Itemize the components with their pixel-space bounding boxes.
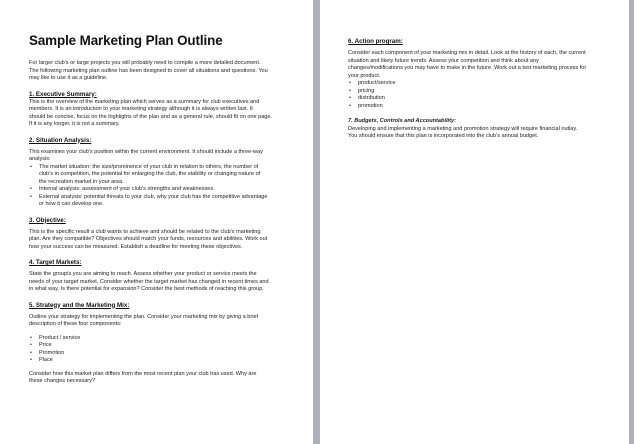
text-line: product/service: [358, 80, 396, 86]
section-executive-summary: [29, 91, 299, 129]
bullet-list: [29, 164, 299, 209]
text-line: State the group/s you are aiming to reach. Assess whether your product or service meets the: [29, 271, 257, 277]
list-item: [29, 335, 299, 343]
list-item: [29, 194, 299, 209]
text-line: changes/modifications you may have to make in the future. Work out a test marketing process for: [348, 65, 587, 71]
text-line: distribution: [358, 95, 385, 101]
section-target-markets: [29, 259, 299, 294]
bullet-icon: •: [349, 95, 351, 101]
list-item: [29, 164, 299, 187]
list-item: [29, 357, 299, 365]
text-line: Internal analysis: assessment of your club’s strengths and weaknesses.: [39, 186, 215, 192]
text-line: Place: [39, 357, 53, 363]
text-line: description of these four components:: [29, 321, 122, 327]
text-line: plan. Are they compatible? Objectives should match your funds, resources and abilities. Work out: [29, 236, 268, 242]
text-line: The following marketing plan outline has been designed to cover all situations and questions. You: [29, 67, 268, 74]
section-heading: 7. Budgets, Controls and Accountability:: [348, 118, 456, 124]
text-line: needs of your target market. Consider whether the target market has changed in recent times and: [29, 278, 269, 285]
list-item: [29, 350, 299, 358]
text-line: how your success can be measured. Establish a deadline for meeting these objectives.: [29, 243, 243, 250]
text-line: analysis:: [29, 156, 51, 162]
section-heading: 4. Target Markets:: [29, 259, 82, 266]
text-line: External analysis: potential threats to your club, why your club has the competitive advantage: [39, 193, 268, 200]
list-item: [29, 186, 299, 194]
text-line: For larger club’s or large projects you will probably need to compile a more detailed document.: [29, 60, 261, 66]
text-line: Product / service: [39, 334, 81, 341]
bullet-list: [29, 335, 299, 365]
text-line: This is the specific result a club wants to achieve and should be related to the club’s marketing: [29, 228, 261, 235]
section-budgets-controls: [348, 118, 615, 141]
document-page-right: [320, 0, 629, 444]
list-item: [348, 80, 615, 88]
text-line: You should ensure that this plan is incorporated into the club’s annual budget.: [348, 133, 539, 139]
text-line: Consider how this market plan differs from the most recent plan your club has used. Why are: [29, 370, 257, 377]
section-heading: 2. Situation Analysis:: [29, 136, 92, 144]
bullet-icon: •: [349, 102, 351, 109]
text-line: your product.: [348, 72, 381, 79]
bullet-icon: •: [30, 193, 32, 200]
text-line: Promotion: [39, 349, 65, 356]
text-line: or how it can develop one.: [39, 201, 104, 207]
bullet-icon: •: [30, 163, 32, 170]
text-line: Developing and implementing a marketing and promotion strategy will require financial outlay.: [348, 125, 578, 132]
text-line: these changes necessary?: [29, 378, 95, 384]
list-item: [348, 95, 615, 103]
section-situation-analysis: [29, 137, 299, 209]
text-line: Price: [39, 342, 52, 348]
text-line: members. It is an introduction to your marketing strategy although it is always written last. It: [29, 106, 253, 112]
section-heading: 3. Objective:: [29, 216, 66, 224]
bullet-icon: •: [349, 87, 351, 94]
section-heading: 5. Strategy and the Marketing Mix:: [29, 301, 130, 309]
bullet-icon: •: [30, 357, 32, 363]
bullet-icon: •: [30, 186, 32, 192]
section-heading: 1. Executive Summary:: [29, 90, 97, 98]
text-line: Consider each component of your marketing mix in detail. Look at the history of each, the current: [348, 50, 586, 56]
text-line: pricing: [358, 87, 375, 94]
section-objective: [29, 217, 299, 252]
text-line: club’s in competition, the potential for enlarging the club, the stability or changing nature of: [39, 171, 261, 177]
text-line: This is the overview of the marketing plan which serves as a summary for club executives and: [29, 98, 260, 105]
text-line: If it is any longer, it is not a summary.: [29, 121, 120, 127]
document-page-left: [0, 0, 313, 444]
bullet-icon: •: [30, 349, 32, 356]
text-line: The market situation: the size/prominence of your club in relation to others, the number of: [39, 163, 259, 170]
text-line: in what way. Is there potential for expansion? Consider the best methods of reaching this group.: [29, 286, 264, 292]
text-line: Outline your strategy for implementing the plan. Consider your marketing mix by giving a brief: [29, 313, 259, 320]
text-line: the recreation market in your area.: [39, 178, 124, 185]
list-item: [348, 88, 615, 96]
text-line: This examines your club’s position within the current environment. It should include a three-way: [29, 148, 263, 155]
bullet-icon: •: [30, 334, 32, 341]
bullet-list: [348, 80, 615, 110]
text-line: should be concise, focus on the highlights of the plan and as a general rule, should fit on one page.: [29, 113, 273, 120]
text-line: may like to use it as a guideline.: [29, 75, 108, 81]
section-strategy-marketing-mix: [29, 302, 299, 386]
intro-paragraph: [29, 60, 299, 83]
list-item: [29, 342, 299, 350]
bullet-icon: •: [349, 80, 351, 86]
bullet-icon: •: [30, 342, 32, 348]
section-heading: 6. Action program:: [348, 38, 403, 45]
section-action-program: [348, 38, 615, 110]
text-line: promotion: [358, 102, 383, 109]
list-item: [348, 103, 615, 111]
text-line: situation and likely future trends. Assess your competition and think about any: [348, 57, 539, 64]
document-title: Sample Marketing Plan Outline: [29, 33, 223, 48]
